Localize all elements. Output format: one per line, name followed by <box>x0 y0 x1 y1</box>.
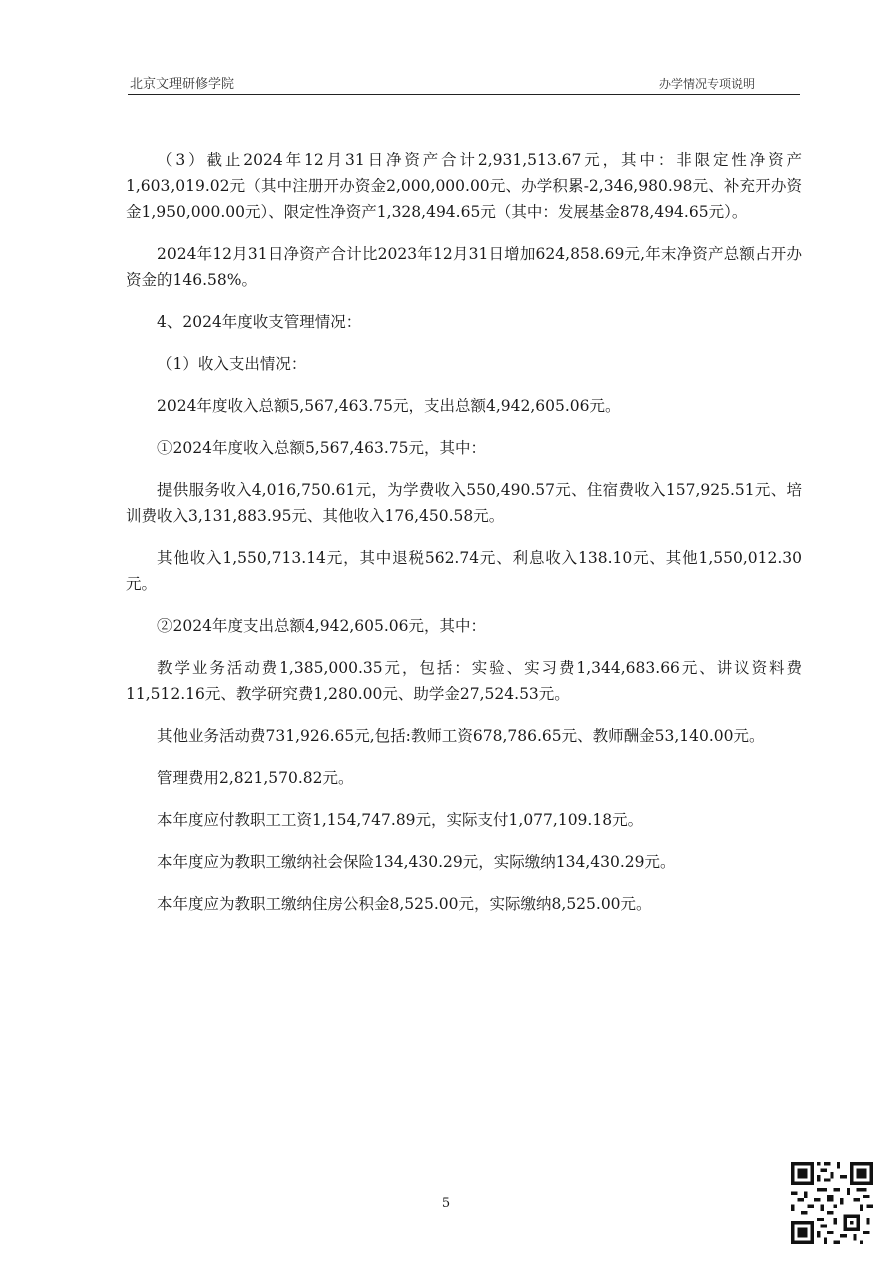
header-document-title: 办学情况专项说明 <box>658 77 755 91</box>
paragraph-housing-fund: 本年度应为教职工缴纳住房公积金8,525.00元，实际缴纳8,525.00元。 <box>157 895 652 913</box>
paragraph-salary: 本年度应付教职工工资1,154,747.89元，实际支付1,077,109.18元。 <box>157 811 644 829</box>
paragraph-totals: 2024年度收入总额5,567,463.75元，支出总额4,942,605.06元。 <box>157 397 621 415</box>
paragraph-net-assets: （3）截止2024年12月31日净资产合计2,931,513.67元，其中：非限定性净资产1,603,019.02元（其中注册开办资金2,000,000.00元、办学积累-2,346,980.98元、补充开办资金1,950,000.00元）、限定性净资产1,328,494.65元（其中：发展基金878,494.65元）。 <box>126 151 802 221</box>
paragraph-expense-total: ②2024年度支出总额4,942,605.06元，其中： <box>157 617 486 635</box>
document-body <box>126 147 802 917</box>
paragraph-admin-expense: 管理费用2,821,570.82元。 <box>157 769 354 787</box>
qr-code-icon <box>791 1162 873 1244</box>
paragraph-income-total: ①2024年度收入总额5,567,463.75元，其中： <box>157 439 486 457</box>
section-heading-income-expense: 4、2024年度收支管理情况： <box>157 313 362 331</box>
paragraph-other-income: 其他收入1,550,713.14元，其中退税562.74元、利息收入138.10元、其他1,550,012.30元。 <box>126 549 802 593</box>
page-number: 5 <box>441 1196 451 1211</box>
paragraph-teaching-expense: 教学业务活动费1,385,000.35元，包括：实验、实习费1,344,683.66元、讲议资料费11,512.16元、教学研究费1,280.00元、助学金27,524.53元。 <box>126 659 802 703</box>
paragraph-service-income: 提供服务收入4,016,750.61元，为学费收入550,490.57元、住宿费收入157,925.51元、培训费收入3,131,883.95元、其他收入176,450.58元。 <box>126 481 802 525</box>
paragraph-net-assets-change: 2024年12月31日净资产合计比2023年12月31日增加624,858.69元,年末净资产总额占开办资金的146.58%。 <box>126 245 802 289</box>
header-divider <box>128 94 800 95</box>
paragraph-social-insurance: 本年度应为教职工缴纳社会保险134,430.29元，实际缴纳134,430.29元。 <box>157 853 676 871</box>
paragraph-other-expense: 其他业务活动费731,926.65元,包括:教师工资678,786.65元、教师酬金53,140.00元。 <box>157 727 765 745</box>
header-organization: 北京文理研修学院 <box>130 77 235 92</box>
subsection-heading: （1）收入支出情况： <box>157 355 307 373</box>
